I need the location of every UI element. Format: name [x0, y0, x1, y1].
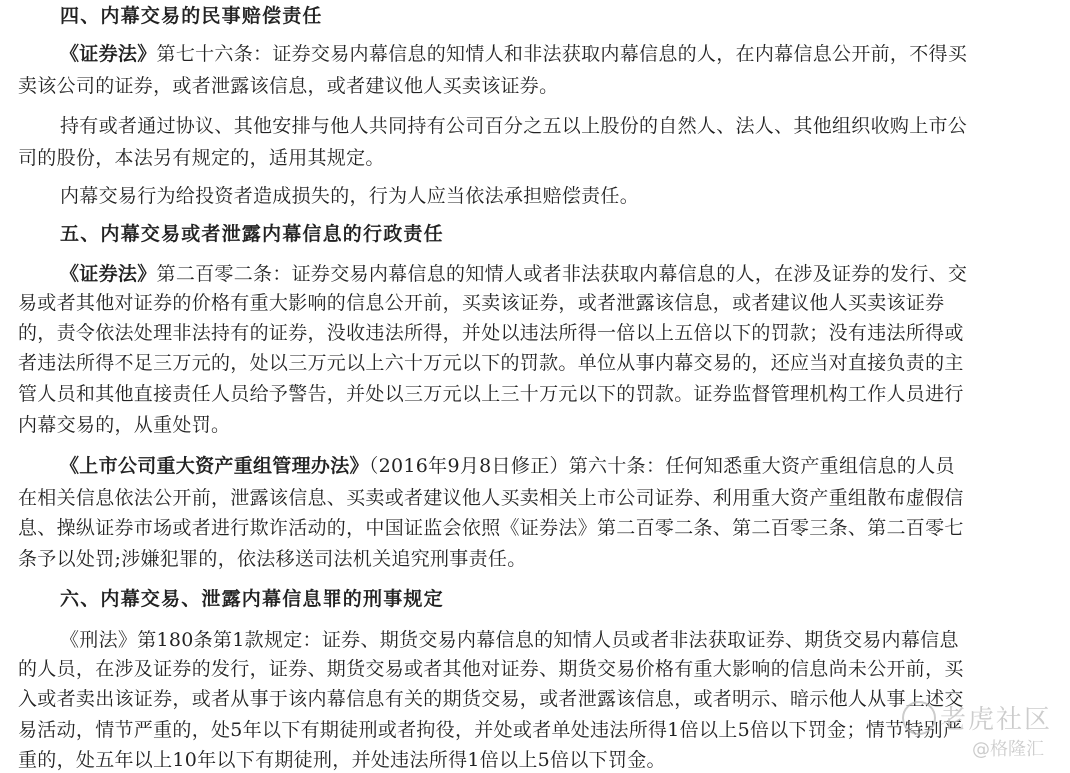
paragraph-line: 重的，处五年以上10年以下有期徒刑，并处违法所得1倍以上5倍以下罚金。 — [18, 749, 666, 771]
paragraph-line: 易活动，情节严重的，处5年以下有期徒刑或者拘役，并处或者单处违法所得1倍以上5倍以下罚金；情节特别严 — [18, 719, 963, 741]
paragraph-line: 者违法所得不足三万元的，处以三万元以上六十万元以下的罚款。单位从事内幕交易的，还应当对直接负责的主 — [18, 352, 964, 374]
law-citation: 《上市公司重大资产重组管理办法》 — [60, 455, 369, 477]
watermark-handle: @格隆汇 — [972, 739, 1044, 760]
paragraph-line: 易或者其他对证券的价格有重大影响的信息公开前，买卖该证券，或者泄露该信息，或者建议他人买卖该证券 — [18, 292, 945, 314]
paragraph-line: 入或者卖出该证券，或者从事于该内幕信息有关的期货交易，或者泄露该信息，或者明示、暗示他人从事上述交 — [18, 688, 964, 710]
section-heading-5: 五、内幕交易或者泄露内幕信息的行政责任 — [60, 223, 444, 245]
paragraph-line: 《证券法》第七十六条：证券交易内幕信息的知情人和非法获取内幕信息的人，在内幕信息公开前，不得买 — [60, 43, 968, 65]
watermark — [902, 697, 1052, 767]
paragraph-line: 的人员，在涉及证券的发行，证券、期货交易或者其他对证券、期货交易价格有重大影响的信息尚未公开前，买 — [18, 658, 964, 680]
law-citation: 《证券法》 — [60, 263, 157, 285]
paragraph-line: 《刑法》第180条第1款规定：证券、期货交易内幕信息的知情人员或者非法获取证券、期货交易内幕信息 — [60, 629, 959, 651]
watermark-brand: 老虎社区 — [940, 705, 1053, 735]
section-heading-6: 六、内幕交易、泄露内幕信息罪的刑事规定 — [60, 588, 444, 610]
paragraph-line: 在相关信息依法公开前，泄露该信息、买卖或者建议他人买卖相关上市公司证券、利用重大资产重组散布虚假信 — [18, 487, 964, 509]
paragraph-line: 司的股份，本法另有规定的，适用其规定。 — [18, 147, 385, 169]
watermark-logo-icon — [902, 701, 936, 735]
law-citation: 《证券法》 — [60, 43, 157, 65]
paragraph-line: 管人员和其他直接责任人员给予警告，并处以三万元以上三十万元以下的罚款。证券监督管理机构工作人员进行 — [18, 383, 964, 405]
paragraph-line: 的，责令依法处理非法持有的证券，没收违法所得，并处以违法所得一倍以上五倍以下的罚款；没有违法所得或 — [18, 322, 964, 344]
paragraph-line: 内幕交易的，从重处罚。 — [18, 414, 231, 436]
paragraph-line: 《证券法》第二百零二条：证券交易内幕信息的知情人或者非法获取内幕信息的人，在涉及证券的发行、交 — [60, 263, 968, 285]
paragraph-line: 《上市公司重大资产重组管理办法》（2016年9月8日修正）第六十条：任何知悉重大资产重组信息的人员 — [60, 455, 955, 477]
section-heading-4: 四、内幕交易的民事赔偿责任 — [60, 5, 323, 27]
paragraph-line: 息、操纵证券市场或者进行欺诈活动的，中国证监会依照《证券法》第二百零二条、第二百零三条、第二百零七 — [18, 517, 964, 539]
paragraph-line: 卖该公司的证券，或者泄露该信息，或者建议他人买卖该证券。 — [18, 75, 559, 97]
paragraph-line: 内幕交易行为给投资者造成损失的，行为人应当依法承担赔偿责任。 — [60, 185, 640, 207]
paragraph-line: 条予以处罚;涉嫌犯罪的，依法移送司法机关追究刑事责任。 — [18, 548, 527, 570]
paragraph-line: 持有或者通过协议、其他安排与他人共同持有公司百分之五以上股份的自然人、法人、其他组织收购上市公 — [60, 115, 968, 137]
